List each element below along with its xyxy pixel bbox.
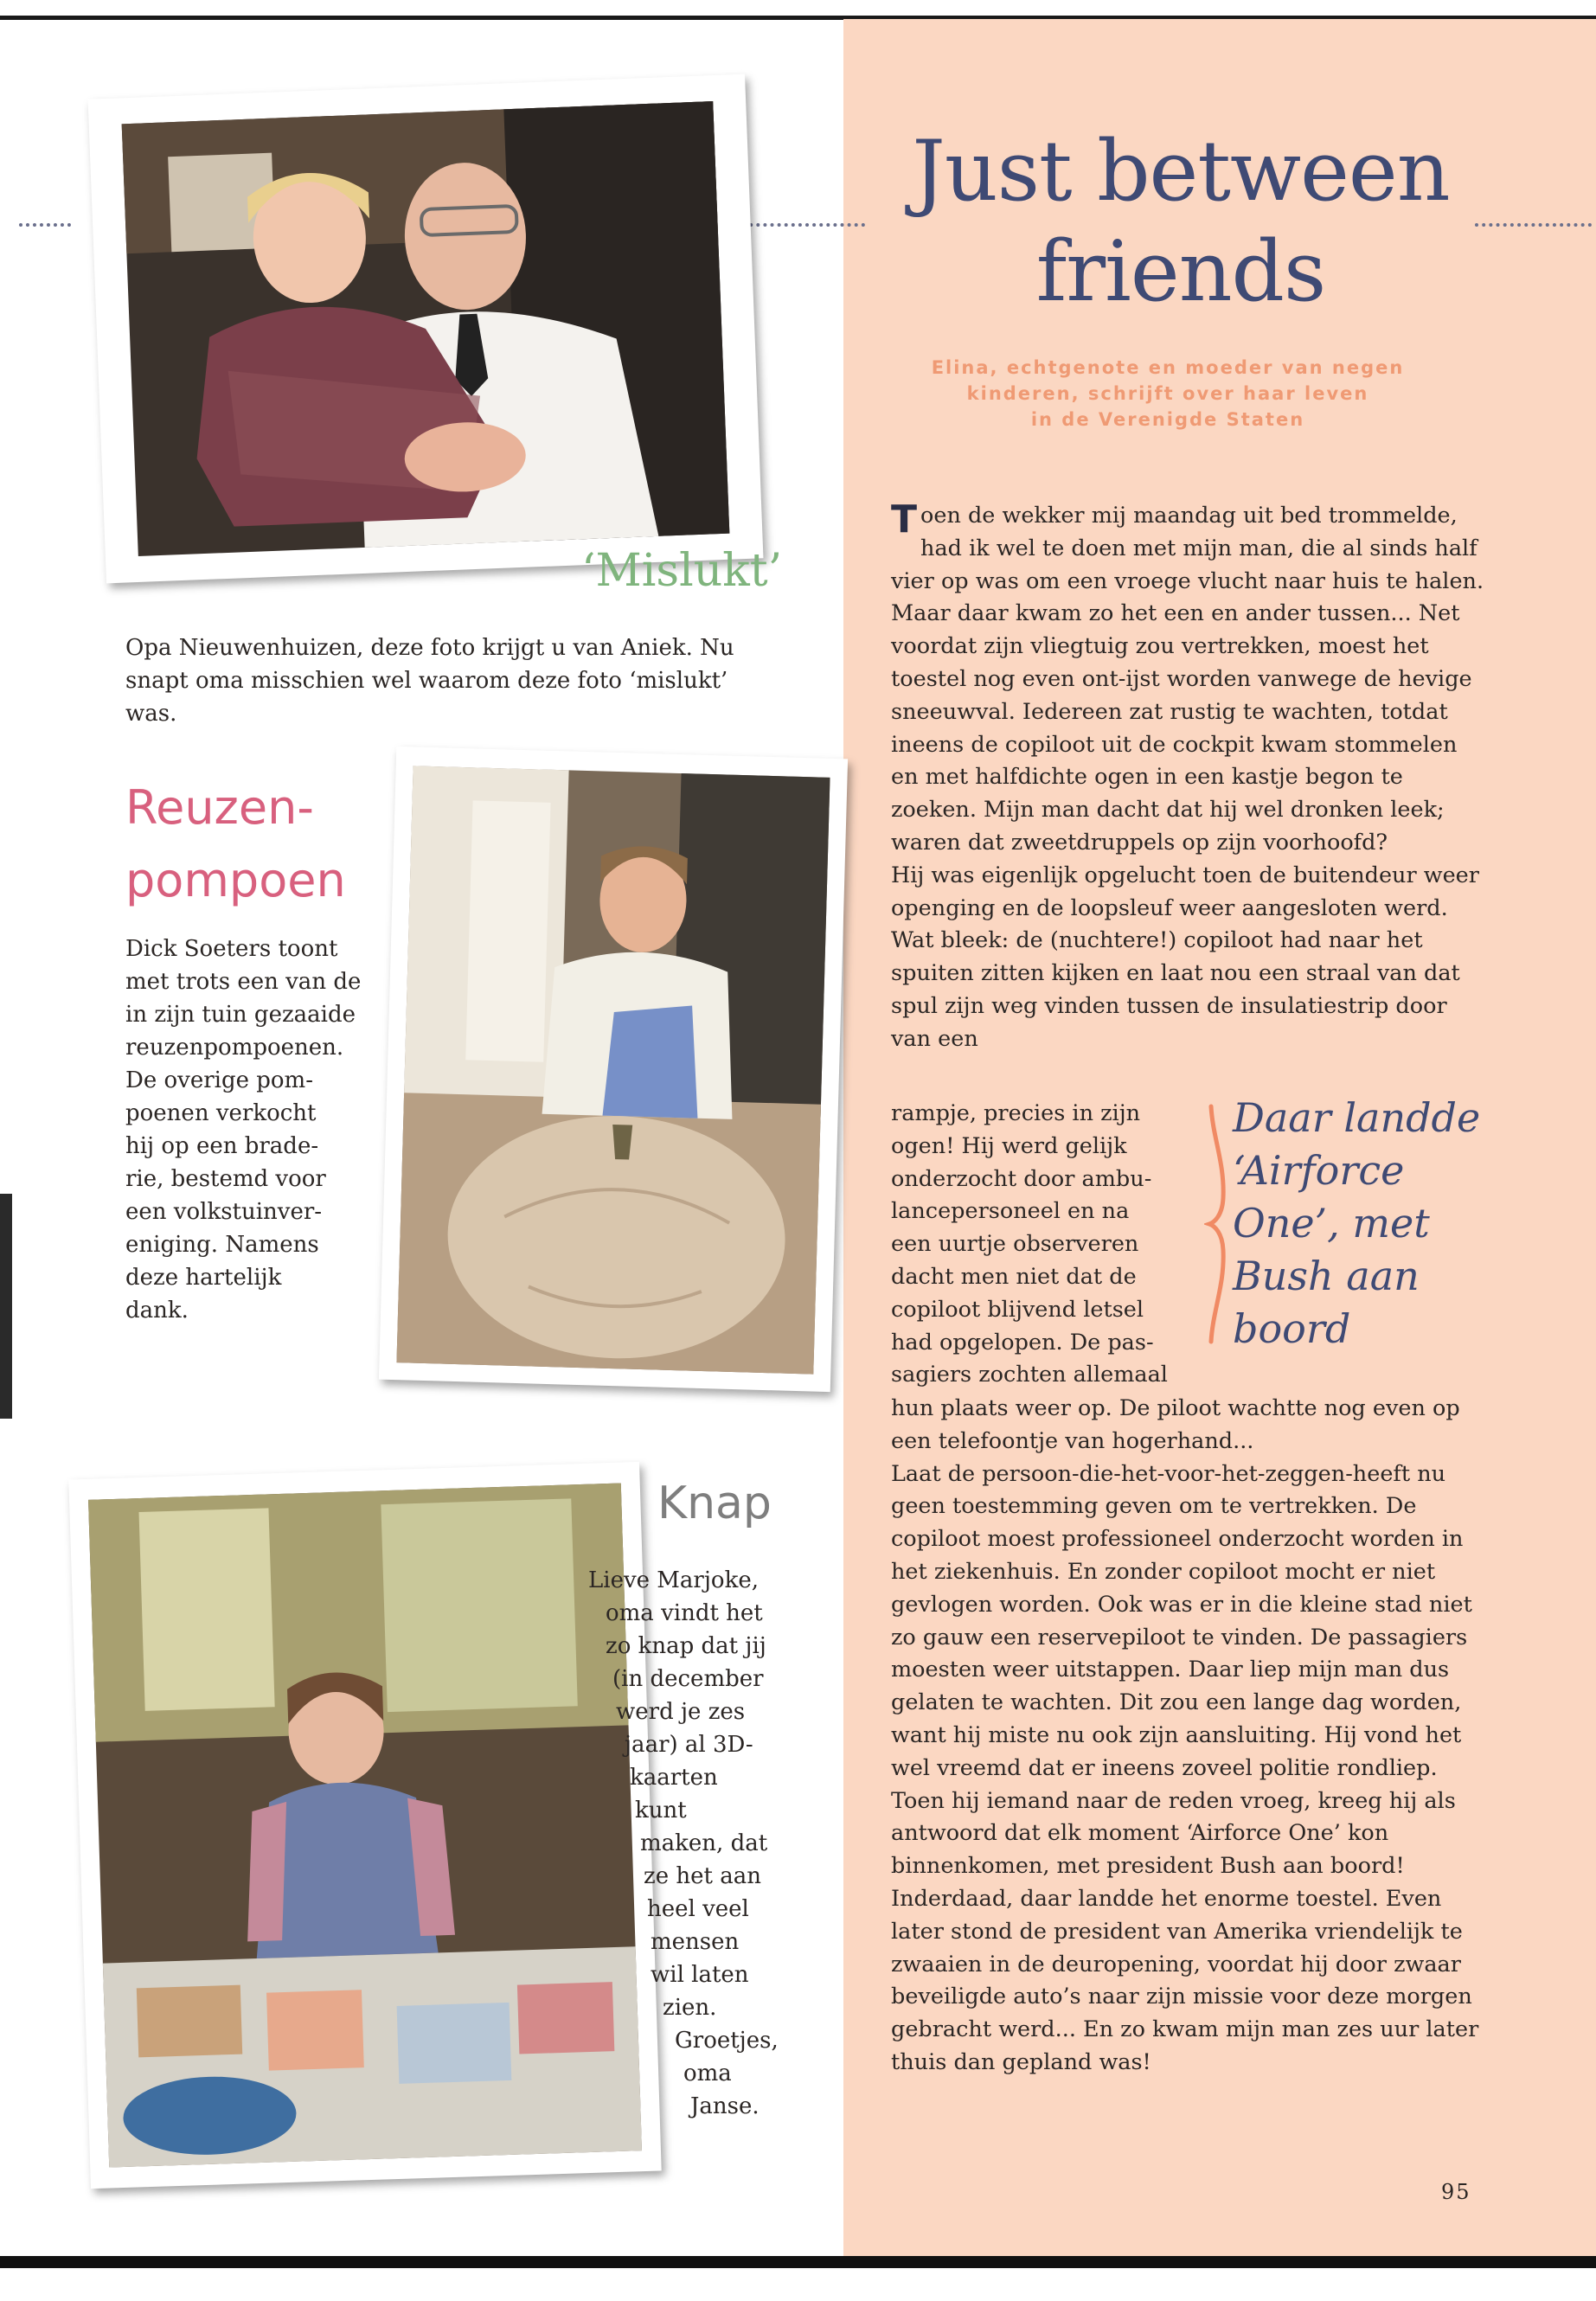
photo-girl-crafting xyxy=(68,1462,661,2189)
mislukt-caption: Opa Nieuwenhuizen, deze foto krijgt u van Aniek. Nu snapt oma misschien wel waarom deze foto ‘mislukt’ was. xyxy=(125,635,734,727)
reuzenpompoen-caption: Dick Soeters toont met trots een van de in zijn tuin gezaaide reuzenpompoenen. De overige pom- poenen verkocht hij op een brade- rie, bestemd voor een volkstuinver- eniging. Namens deze hartelijk dank. xyxy=(125,936,362,1324)
page-number: 95 xyxy=(1441,2180,1471,2204)
photo-boy-with-pumpkin xyxy=(379,747,848,1392)
knap-heading: Knap xyxy=(657,1477,772,1529)
pullquote-bracket xyxy=(1204,1103,1235,1345)
article-subtitle: Elina, echtgenote en moeder van negen kinderen, schrijft over haar leven in de Verenigde Staten xyxy=(931,357,1405,430)
left-edge-mark xyxy=(0,1194,12,1419)
article-body-narrow: rampje, precies in zijn ogen! Hij werd gelijk onderzocht door ambulancepersoneel en na een uurtje observeren dacht men niet dat de copiloot blijvend letsel had opgelopen. De passagiers zochten allemaal xyxy=(891,1100,1168,1388)
knap-caption: Lieve Marjoke, oma vindt het zo knap dat jij (in december werd je zes jaar) al 3D- kaarten kunt maken, dat ze het aan heel veel mensen wil laten zien. Groetjes, oma Janse. xyxy=(588,1567,779,2119)
dotted-leader-left xyxy=(19,223,71,227)
article-body-top: Toen de wekker mij maandag uit bed trommelde, had ik wel te doen met mijn man, die al sinds half vier op was om een vroege vlucht naar huis te halen. Maar daar kwam zo het een en ander tussen... Net voordat zijn vliegtuig zou vertrekken, moest het toestel nog even ont-ijst worden vanwege de hevige sneeuwval. Iedereen zat rustig te wachten, totdat ineens de copiloot uit de cockpit kwam stommelen en met halfdichte ogen in een kastje begon te zoeken. Mijn man dacht dat hij wel dronken leek; waren dat zweetdruppels op zijn voorhoofd? Hij was eigenlijk opgelucht toen de buitendeur weer openging en de loopsleuf weer aangesloten werd. Wat bleek: de (nuchtere!) copiloot had naar het spuiten zitten kijken en laat nou een straal van dat spul zijn weg vinden tussen de insulatiestrip door van een xyxy=(891,497,1484,1052)
mislukt-heading: ‘Mislukt’ xyxy=(581,545,783,597)
pullquote: Daar landde ‘Airforce One’, met Bush aan boord xyxy=(1233,1094,1481,1352)
article-body-bottom: hun plaats weer op. De piloot wachtte nog even op een telefoontje van hogerhand... Laat de persoon-die-het-voor-het-zeggen-heeft nu geen toestemming geven om te vertrekken. De copiloot moest professioneel onderzocht worden in het ziekenhuis. En zonder copiloot mocht er niet gevlogen worden. Ook was er in die kleine stad niet zo gauw een reservepiloot te vinden. De passagiers moesten weer uitstappen. Daar liep mijn man dus gelaten te wachten. Dit zou een lange dag worden, want hij miste nu ook zijn aansluiting. Hij vond het wel vreemd dat er ineens zoveel politie rondliep. Toen hij iemand naar de reden vroeg, kreeg hij als antwoord dat elk moment ‘Airforce One’ kon binnenkomen, met president Bush aan boord! Inderdaad, daar landde het enorme toestel. Even later stond de president van Amerika vriendelijk te zwaaien in de deuropening, voordat hij door zwaar beveiligde auto’s naar zijn missie voor deze morgen gebracht werd... En zo kwam mijn man zes uur later thuis dan gepland was! xyxy=(891,1395,1479,2075)
drop-cap: T xyxy=(891,497,918,542)
article-title: Just between friends xyxy=(912,123,1450,320)
photo-grandpa-and-girl xyxy=(88,74,764,584)
reuzenpompoen-heading: Reuzen- pompoen xyxy=(125,780,346,907)
bottom-rule xyxy=(0,2256,1596,2268)
